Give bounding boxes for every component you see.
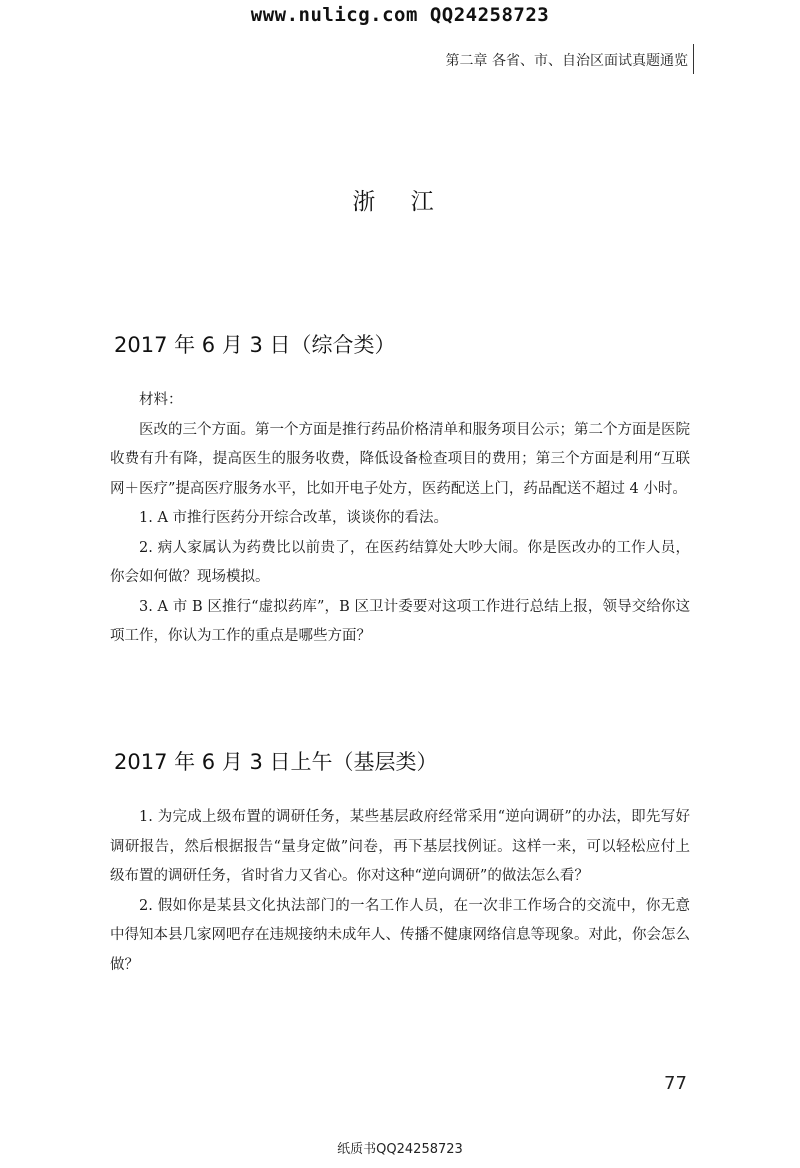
section-title-grassroots: 2017 年 6 月 3 日上午（基层类）	[114, 750, 438, 774]
section-body-comprehensive	[110, 386, 690, 652]
header-divider	[693, 44, 694, 74]
question-2: 2. 病人家属认为药费比以前贵了，在医药结算处大吵大闹。你是医改办的工作人员，你会如何做？现场模拟。	[110, 539, 690, 585]
chapter-title: 浙 江	[352, 189, 448, 215]
question-1: 1. A 市推行医药分开综合改革，谈谈你的看法。	[139, 510, 449, 526]
question-1: 1. 为完成上级布置的调研任务，某些基层政府经常采用“逆向调研”的办法，即先写好调研报告，然后根据报告“量身定做”问卷，再下基层找例证。这样一来，可以轻松应付上级布置的调研任务，省时省力又省心。你对这种“逆向调研”的做法怎么看？	[110, 809, 690, 884]
material-text: 医改的三个方面。第一个方面是推行药品价格清单和服务项目公示；第二个方面是医院收费有升有降，提高医生的服务收费，降低设备检查项目的费用；第三个方面是利用“互联网＋医疗”提高医疗服务水平，比如开电子处方，医药配送上门，药品配送不超过 4 小时。	[110, 421, 690, 497]
question-2: 2. 假如你是某县文化执法部门的一名工作人员，在一次非工作场合的交流中，你无意中得知本县几家网吧存在违规接纳未成年人、传播不健康网络信息等现象。对此，你会怎么做？	[110, 897, 690, 973]
running-header: 第二章 各省、市、自治区面试真题通览	[445, 53, 688, 69]
section-title-comprehensive: 2017 年 6 月 3 日（综合类）	[114, 333, 396, 357]
material-label: 材料：	[139, 392, 183, 408]
question-3: 3. A 市 B 区推行“虚拟药库”，B 区卫计委要对这项工作进行总结上报，领导交给你这项工作，你认为工作的重点是哪些方面？	[110, 598, 690, 644]
watermark-bottom: 纸质书QQ24258723	[337, 1142, 463, 1157]
section-body-grassroots	[110, 803, 690, 980]
page-number: 77	[664, 1073, 687, 1094]
watermark-top: www.nulicg.com QQ24258723	[250, 4, 550, 26]
